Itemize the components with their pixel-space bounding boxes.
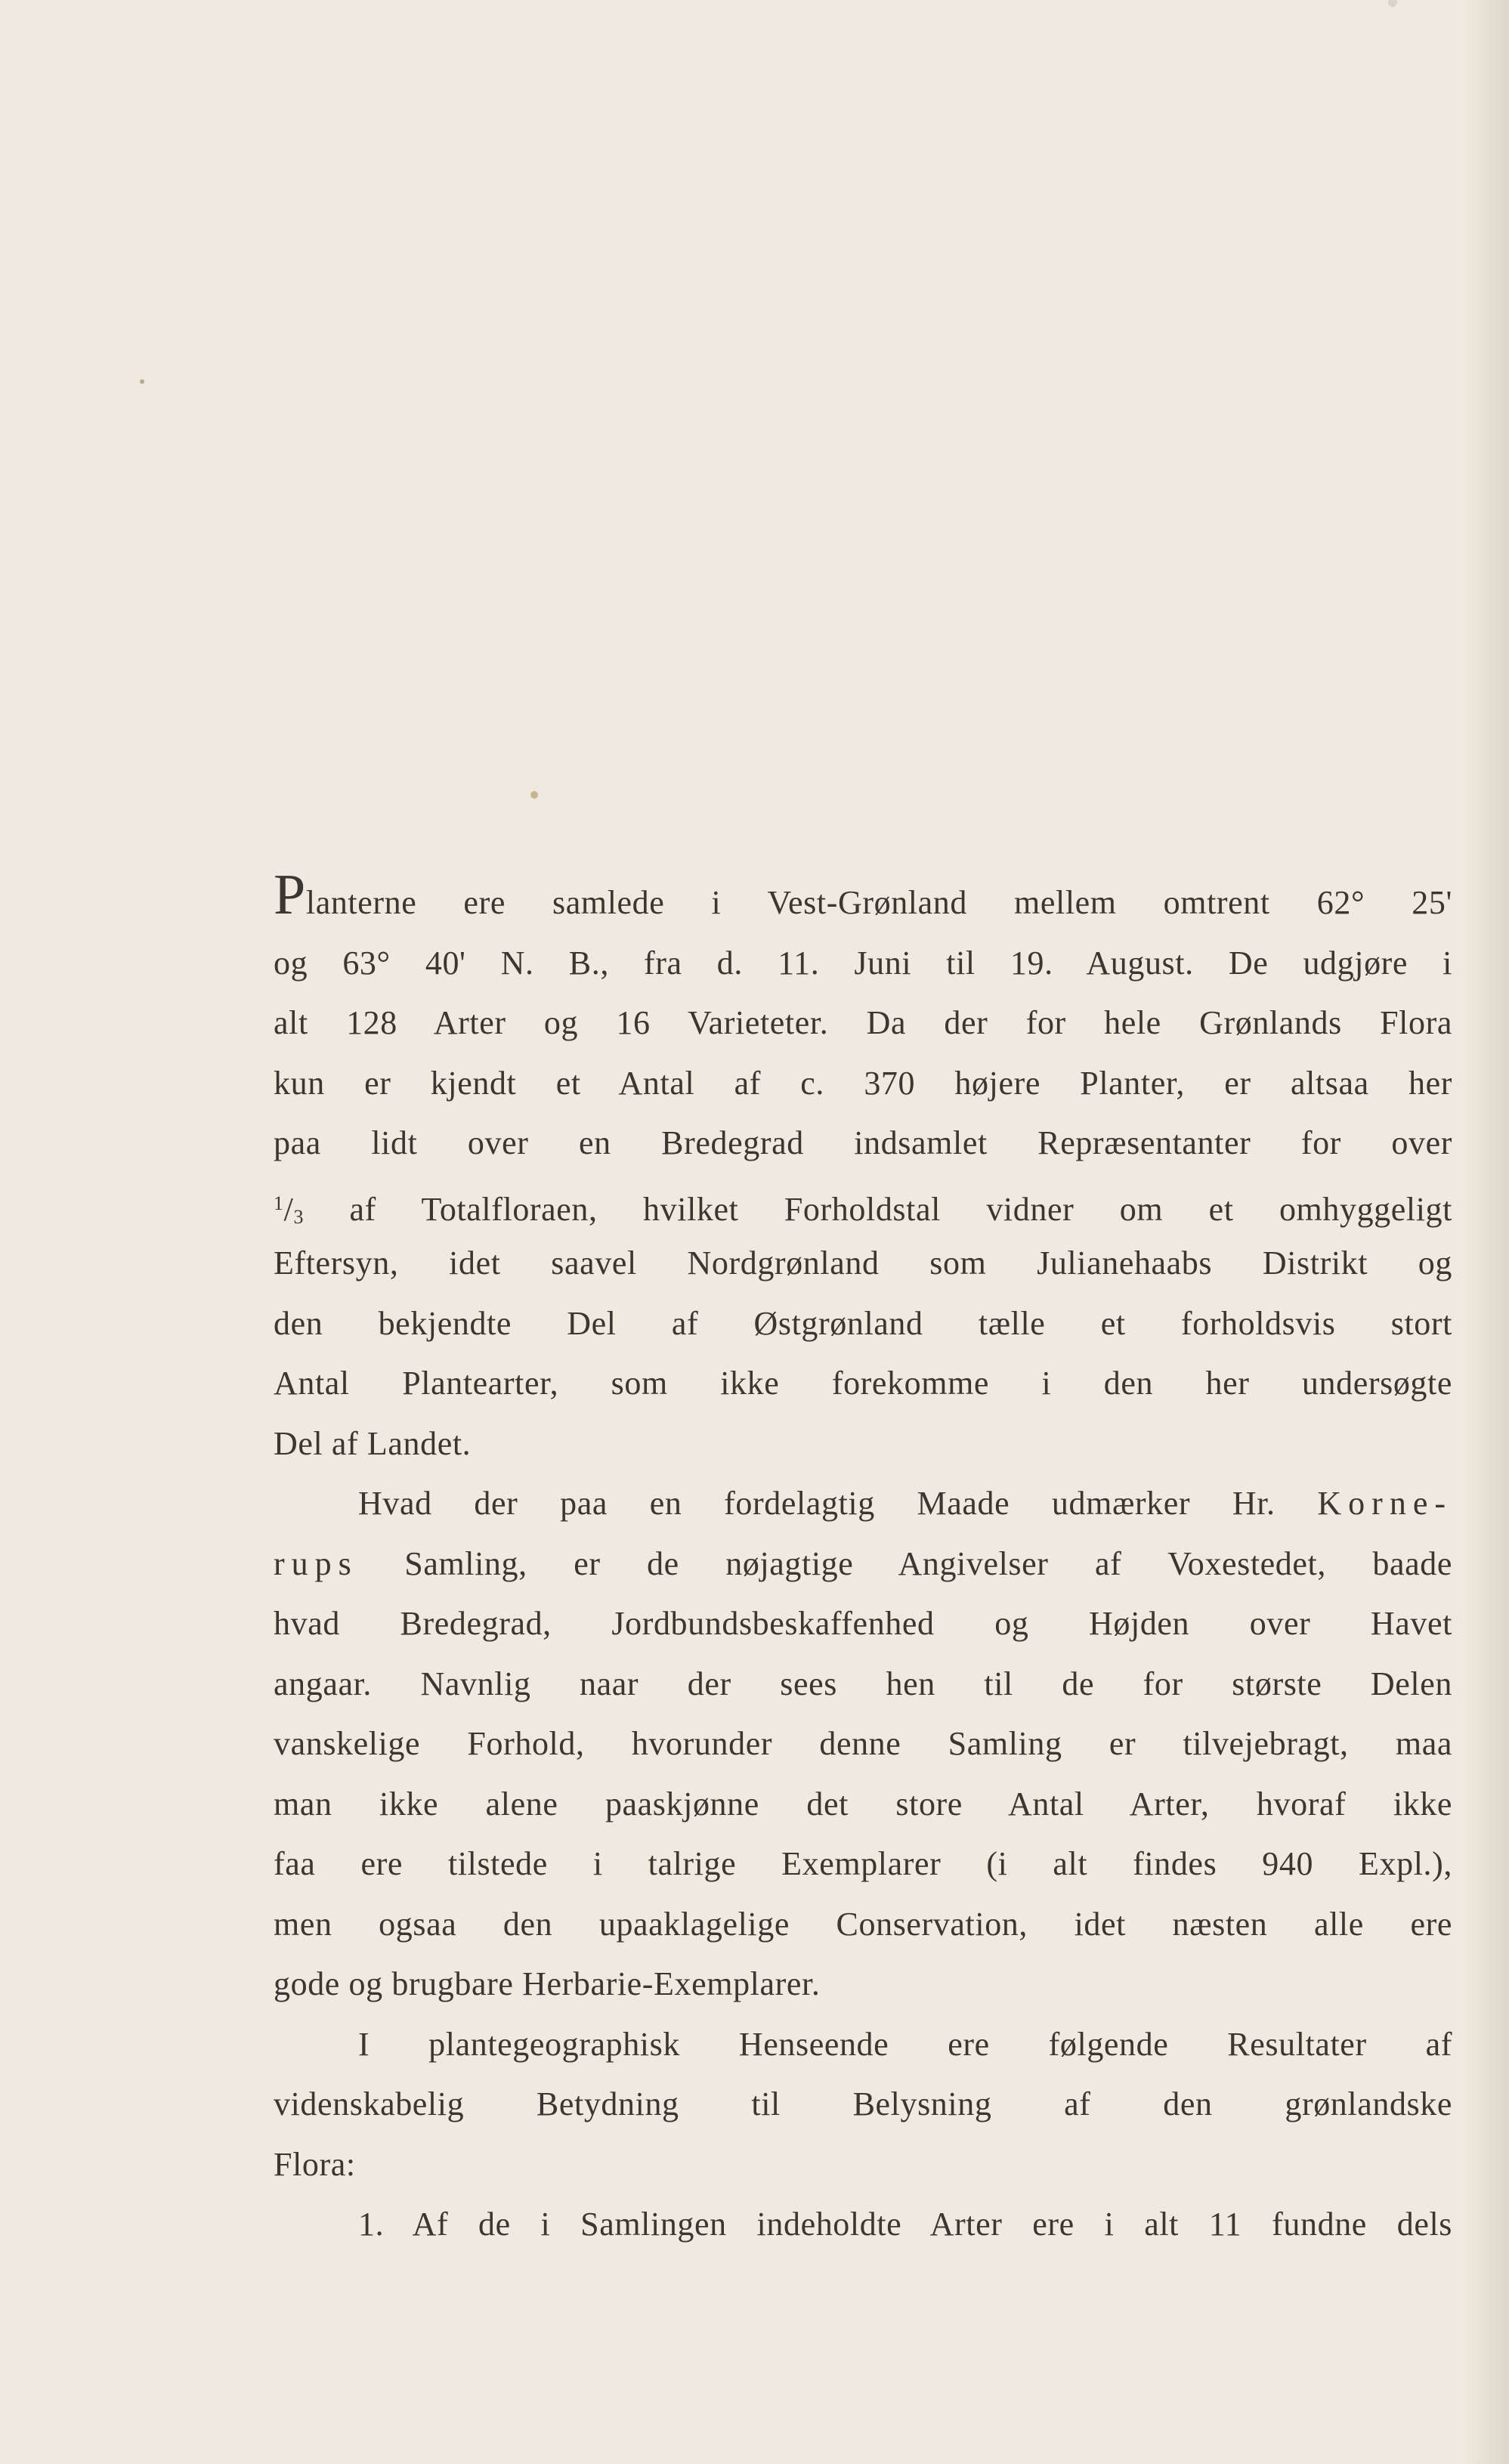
text-line: men ogsaa den upaaklagelige Conservation, idet næsten alle ere <box>274 1905 1452 1943</box>
drop-cap: P <box>274 863 306 926</box>
text-line: Planterne ere samlede i Vest-Grønland mellem omtrent 62° 25' <box>274 863 1452 926</box>
text-line: 1. Af de i Samlingen indeholdte Arter ere i alt 11 fundne dels <box>358 2206 1452 2243</box>
text-line: hvad Bredegrad, Jordbundsbeskaffenhed og Højden over Havet <box>274 1605 1452 1642</box>
text-line: den bekjendte Del af Østgrønland tælle et forholdsvis stort <box>274 1304 1452 1342</box>
text-line: paa lidt over en Bredegrad indsamlet Repræsentanter for over <box>274 1124 1452 1161</box>
fraction-numerator: 1 <box>274 1192 284 1214</box>
text-line: Flora: <box>274 2145 356 2183</box>
text-line: man ikke alene paaskjønne det store Antal Arter, hvoraf ikke <box>274 1785 1452 1822</box>
text-line: angaar. Navnlig naar der sees hen til de for største Delen <box>274 1665 1452 1702</box>
spaced-name: Korne- <box>1317 1485 1453 1522</box>
text-line: faa ere tilstede i talrige Exemplarer (i alt findes 940 Expl.), <box>274 1845 1452 1882</box>
text-line: rups Samling, er de nøjagtige Angivelser af Voxestedet, baade <box>274 1544 1452 1582</box>
document-body <box>274 863 1453 2255</box>
text-line: gode og brugbare Herbarie-Exemplarer. <box>274 1965 821 2002</box>
text-line: Del af Landet. <box>274 1424 472 1462</box>
text-line: alt 128 Arter og 16 Varieteter. Da der for hele Grønlands Flora <box>274 1004 1452 1041</box>
text-line: $^1$/3 af Totalfloraen, hvilket Forholdstal vidner om et omhyggeligt <box>274 1190 1452 1228</box>
text-line: kun er kjendt et Antal af c. 370 højere Planter, er altsaa her <box>274 1064 1452 1102</box>
text-line: og 63° 40' N. B., fra d. 11. Juni til 19. August. De udgjøre i <box>274 944 1452 982</box>
text-line: vanskelige Forhold, hvorunder denne Samling er tilvejebragt, maa <box>274 1725 1452 1762</box>
text-line: Eftersyn, idet saavel Nordgrønland som Julianehaabs Distrikt og <box>274 1244 1452 1281</box>
text-line: Hvad der paa en fordelagtig Maade udmærker Hr. Korne- <box>358 1485 1453 1522</box>
spaced-name: rups <box>274 1544 358 1582</box>
text-line: Antal Plantearter, som ikke forekomme i den her undersøgte <box>274 1365 1452 1402</box>
text-line: I plantegeographisk Henseende ere følgende Resultater af <box>358 2025 1452 2063</box>
fraction-denominator: 3 <box>293 1205 305 1228</box>
text-line: videnskabelig Betydning til Belysning af den grønlandske <box>274 2085 1452 2122</box>
